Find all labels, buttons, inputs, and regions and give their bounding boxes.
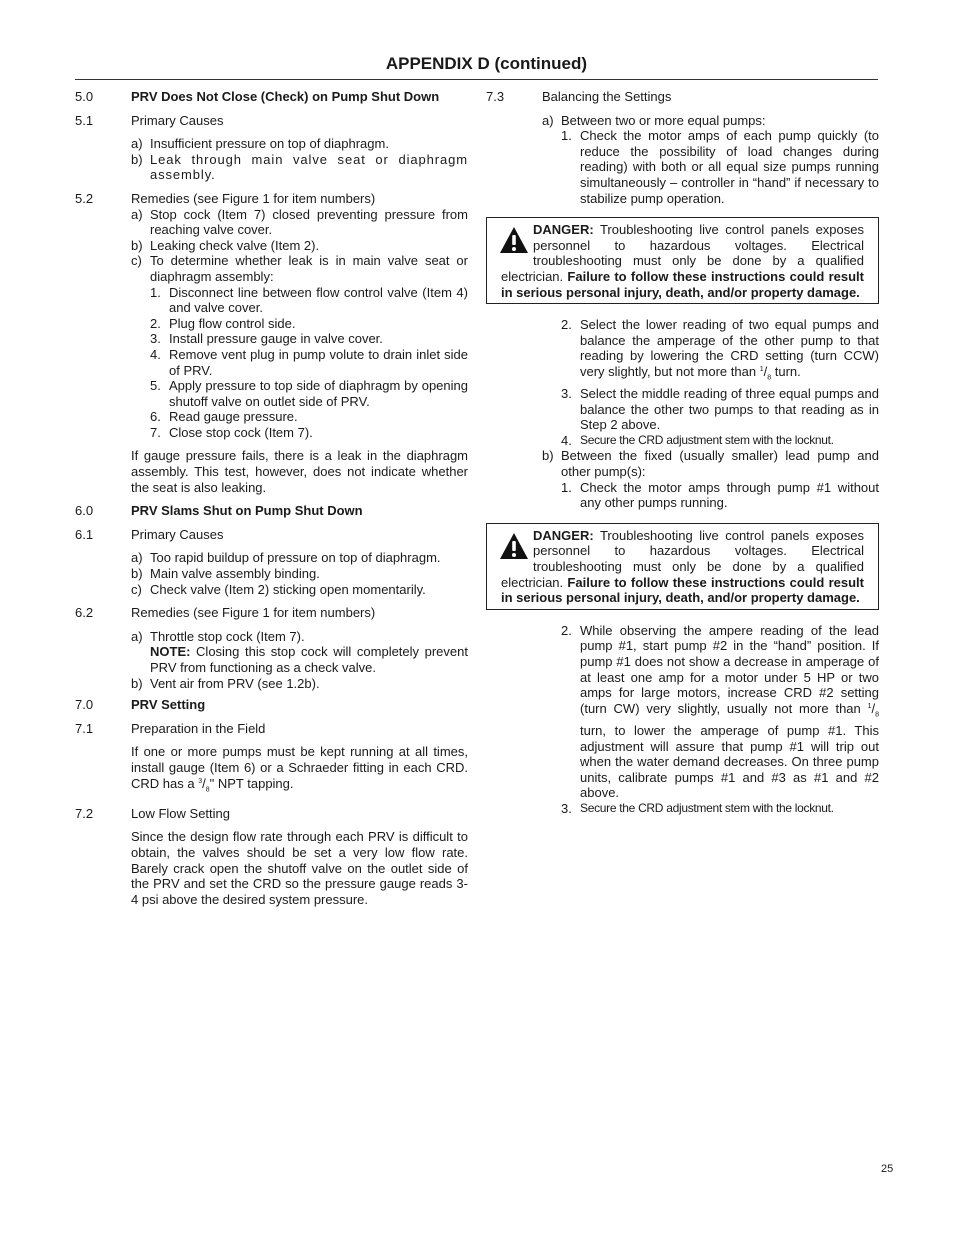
list-item: a) Too rapid buildup of pressure on top of diaphragm.: [131, 550, 441, 566]
section-6-2-list: [131, 629, 468, 691]
section-7-3-list-a-cont: [542, 317, 879, 511]
list-item: 6. Read gauge pressure.: [150, 409, 298, 425]
page-number: 25: [881, 1163, 894, 1175]
section-7-0: 7.0 PRV Setting: [75, 697, 206, 713]
section-5-2: 5.2 Remedies (see Figure 1 for item numbers): [75, 190, 376, 206]
section-7-3: 7.3 Balancing the Settings: [486, 89, 672, 104]
list-item: 7. Close stop cock (Item 7).: [150, 424, 313, 440]
section-6-2: 6.2 Remedies (see Figure 1 for item numbers): [75, 605, 376, 621]
list-item: c) Check valve (Item 2) sticking open momentarily.: [131, 581, 426, 597]
section-7-2: 7.2 Low Flow Setting: [75, 805, 230, 821]
list-item: 3. Install pressure gauge in valve cover.: [150, 331, 383, 347]
note-label: NOTE:: [150, 644, 191, 660]
list-item: 1. Check the motor amps of each pump quickly (to reduce the possibility of load changes during reading) with both or all equal size pumps running simultaneously – controller in “hand” if necessary to stabilize pump operation.: [561, 128, 879, 206]
section-6-0: 6.0 PRV Slams Shut on Pump Shut Down: [75, 503, 363, 519]
list-item: b) Main valve assembly binding.: [131, 566, 320, 582]
section-5-1: 5.1 Primary Causes: [75, 112, 224, 128]
list-item: a) Throttle stop cock (Item 7). NOTE: Closing this stop cock will completely prevent PRV from functioning as a check valve.: [131, 628, 468, 675]
section-5-1-list: [131, 136, 468, 183]
list-item: 4. Secure the CRD adjustment stem with the locknut.: [561, 432, 834, 448]
list-item: b) Leak through main valve seat or diaphragm assembly.: [131, 151, 468, 183]
section-6-1-list: [131, 550, 468, 597]
section-6-1: 6.1 Primary Causes: [75, 526, 224, 542]
page-title: APPENDIX D (continued): [385, 54, 587, 73]
list-item: 3. Select the middle reading of three equal pumps and balance the other two pumps to that reading as in Step 2 above.: [561, 386, 879, 433]
list-item: a) Insufficient pressure on top of diaphragm.: [131, 136, 389, 152]
section-7-1: 7.1 Preparation in the Field: [75, 720, 266, 736]
list-item: 2. Plug flow control side.: [150, 315, 296, 331]
list-item: 4. Remove vent plug in pump volute to drain inlet side of PRV.: [150, 346, 468, 378]
section-7-3-list-a: [542, 113, 879, 207]
section-5-2-steps: [150, 285, 468, 441]
warning-triangle-icon: [499, 225, 529, 255]
list-item: a) Stop cock (Item 7) closed preventing pressure from reaching valve cover.: [131, 206, 468, 238]
page-header: [75, 50, 878, 80]
list-item: c) To determine whether leak is in main valve seat or diaphragm assembly:: [131, 253, 468, 284]
warning-triangle-icon: [499, 531, 529, 561]
section-7-3-list-b-cont: [542, 623, 879, 817]
list-item: a) Between two or more equal pumps:: [542, 112, 766, 128]
list-item: b) Between the fixed (usually smaller) lead pump and other pump(s):: [542, 448, 879, 480]
danger-label: DANGER:: [533, 222, 594, 238]
list-item: 5. Apply pressure to top side of diaphragm by opening shutoff valve on outlet side of PRV.: [150, 378, 468, 409]
section-5-2-paragraph: If gauge pressure fails, there is a leak in the diaphragm assembly. This test, however, does not indicate whether the seat is also leaking.: [131, 448, 468, 495]
danger-box: DANGER: Troubleshooting live control panels exposes personnel to hazardous voltages. Electrical troubleshooting must only be done by a qualified electrician. Failure to follow these instructions could result in serious personal injury, death, and/or property damage.: [486, 523, 879, 610]
list-item: 2. While observing the ampere reading of the lead pump #1, start pump #2 in the “hand” position. If pump #1 does not show a decrease in amperage of at least one amp for a motor under 5 HP or two amps for large motors, increase CRD #2 setting (turn CW) very slightly, usually not more than $^1/_8$ turn, to lower the amperage of pump #1. This adjustment will assure that pump #1 will trip out when the water demand decreases. On three pump units, calibrate pumps #1 and #3 as #1 and #2 above.: [561, 622, 879, 801]
section-7-2-paragraph: Since the design flow rate through each PRV is difficult to obtain, the valves should be set a very low flow rate. Barely crack open the shutoff valve on the outlet side of the PRV and set the CRD so the pressure gauge reads 3-4 psi above the desired system pressure.: [131, 829, 468, 907]
list-item: b) Vent air from PRV (see 1.2b).: [131, 675, 320, 691]
list-item: 3. Secure the CRD adjustment stem with the locknut.: [561, 800, 834, 816]
danger-label: DANGER:: [533, 527, 594, 543]
section-7-1-paragraph: If one or more pumps must be kept running at all times, install gauge (Item 6) or a Schraeder fitting in each CRD. CRD has a $^3/_8$" NPT tapping.: [131, 744, 468, 794]
left-column: [75, 89, 468, 907]
list-item: 1. Check the motor amps through pump #1 without any other pumps running.: [561, 479, 879, 511]
section-5-2-list: [131, 207, 468, 441]
list-item: 1. Disconnect line between flow control valve (Item 4) and valve cover.: [150, 284, 468, 316]
right-column: [486, 89, 879, 817]
list-item: b) Leaking check valve (Item 2).: [131, 237, 320, 253]
danger-box: DANGER: Troubleshooting live control panels exposes personnel to hazardous voltages. Electrical troubleshooting must only be done by a qualified electrician. Failure to follow these instructions could result in serious personal injury, death, and/or property damage.: [486, 217, 879, 304]
section-5-0: 5.0 PRV Does Not Close (Check) on Pump Shut Down: [75, 89, 440, 104]
list-item: 2. Select the lower reading of two equal pumps and balance the amperage of the other pump to that reading by lowering the CRD setting (turn CCW) very slightly, but not more than $^1/_8$ turn.: [561, 317, 879, 382]
